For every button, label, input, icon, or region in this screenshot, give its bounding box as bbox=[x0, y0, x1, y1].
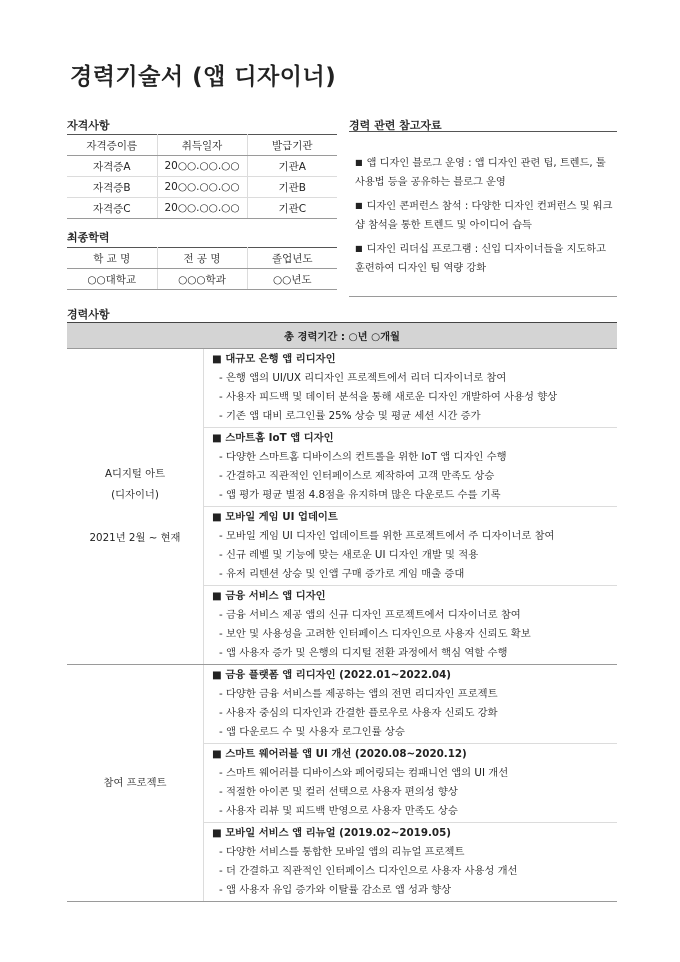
career-item bbox=[204, 507, 618, 586]
table-row bbox=[67, 156, 337, 177]
education-section-label: 최종학력 bbox=[67, 231, 110, 244]
references-box bbox=[349, 131, 617, 297]
career-item-line: - 앱 사용자 증가 및 은행의 디지털 전환 과정에서 핵심 역할 수행 bbox=[219, 647, 508, 659]
cert-issuer: 기관B bbox=[247, 177, 337, 198]
career-item-line: - 금융 서비스 제공 앱의 신규 디자인 프로젝트에서 디자이너로 참여 bbox=[219, 609, 521, 621]
project-item-line: - 사용자 중심의 디자인과 간결한 플로우로 사용자 신뢰도 강화 bbox=[219, 707, 498, 719]
projects-label: 참여 프로젝트 bbox=[103, 776, 167, 789]
project-item-title: ■ 스마트 웨어러블 앱 UI 개선 (2020.08~2020.12) bbox=[212, 748, 467, 760]
list-item bbox=[355, 154, 617, 192]
education-header: 학 교 명 bbox=[67, 248, 157, 269]
project-item-title: ■ 모바일 서비스 앱 리뉴얼 (2019.02~2019.05) bbox=[212, 827, 451, 839]
career-item-line: - 다양한 스마트홈 디바이스의 컨트롤을 위한 IoT 앱 디자인 수행 bbox=[219, 451, 507, 463]
certs-header: 발급기관 bbox=[247, 135, 337, 156]
cert-name: 자격증B bbox=[67, 177, 157, 198]
career-item-title: ■ 대규모 은행 앱 리디자인 bbox=[212, 353, 336, 365]
career-item-title: ■ 스마트홈 IoT 앱 디자인 bbox=[212, 432, 334, 444]
career-item-line: - 은행 앱의 UI/UX 리디자인 프로젝트에서 리더 디자이너로 참여 bbox=[219, 372, 507, 384]
project-item-line: - 앱 다운로드 수 및 사용자 로그인률 상승 bbox=[219, 726, 405, 738]
career-item-line: - 유저 리텐션 상승 및 인앱 구매 증가로 게임 매출 증대 bbox=[219, 568, 465, 580]
major-name: ○○○학과 bbox=[157, 269, 247, 290]
project-item-line: - 앱 사용자 유입 증가와 이탈률 감소로 앱 성과 향상 bbox=[219, 884, 452, 896]
career-item-line: - 모바일 게임 UI 디자인 업데이트를 위한 프로젝트에서 주 디자이너로 참여 bbox=[219, 530, 555, 542]
table-row bbox=[67, 198, 337, 219]
career-item-line: - 사용자 피드백 및 데이터 분석을 통해 새로운 디자인 개발하여 사용성 향상 bbox=[219, 391, 558, 403]
certs-header: 자격증이름 bbox=[67, 135, 157, 156]
career-section-label: 경력사항 bbox=[67, 308, 110, 321]
table-row bbox=[67, 349, 617, 428]
projects-cell bbox=[67, 665, 204, 902]
cert-name: 자격증C bbox=[67, 198, 157, 219]
project-item-line: - 스마트 웨어러블 디바이스와 페어링되는 컴패니언 앱의 UI 개선 bbox=[219, 767, 509, 779]
references-section-label: 경력 관련 참고자료 bbox=[349, 119, 442, 132]
career-item bbox=[204, 428, 618, 507]
career-item bbox=[204, 349, 618, 428]
company-period: 2021년 2월 ~ 현재 bbox=[89, 532, 181, 544]
career-item-line: - 기존 앱 대비 로그인률 25% 상승 및 평균 세션 시간 증가 bbox=[219, 410, 481, 422]
project-item bbox=[204, 665, 618, 744]
project-item-line: - 적절한 아이콘 및 컬러 선택으로 사용자 편의성 향상 bbox=[219, 786, 458, 798]
project-item-line: - 사용자 리뷰 및 피드백 반영으로 사용자 만족도 상승 bbox=[219, 805, 458, 817]
project-item-line: - 더 간결하고 직관적인 인터페이스 디자인으로 사용자 사용성 개선 bbox=[219, 865, 518, 877]
cert-issuer: 기관C bbox=[247, 198, 337, 219]
reference-text: 앱 디자인 블로그 운영 : 앱 디자인 관련 팁, 트렌드, 툴 사용법 등을 공유하는 블로그 운영 bbox=[355, 158, 606, 188]
reference-text: 디자인 콘퍼런스 참석 : 다양한 디자인 컨퍼런스 및 워크샵 참석을 통한 트렌드 및 아이디어 습득 bbox=[355, 201, 613, 231]
education-header: 졸업년도 bbox=[247, 248, 337, 269]
cert-issuer: 기관A bbox=[247, 156, 337, 177]
cert-date: 20○○.○○.○○ bbox=[157, 177, 247, 198]
bullet-icon: ■ bbox=[355, 158, 363, 167]
certs-header: 취득일자 bbox=[157, 135, 247, 156]
project-item-title: ■ 금융 플랫폼 앱 리디자인 (2022.01~2022.04) bbox=[212, 669, 451, 681]
page-title: 경력기술서 (앱 디자이너) bbox=[70, 64, 337, 90]
education-table bbox=[67, 247, 337, 290]
project-item-line: - 다양한 서비스를 통합한 모바일 앱의 리뉴얼 프로젝트 bbox=[219, 846, 465, 858]
table-row bbox=[67, 665, 617, 744]
education-header: 전 공 명 bbox=[157, 248, 247, 269]
career-item bbox=[204, 586, 618, 665]
reference-text: 디자인 리더십 프로그램 : 신입 디자이너들을 지도하고 훈련하여 디자인 팀 역량 강화 bbox=[355, 244, 606, 274]
graduation-year: ○○년도 bbox=[247, 269, 337, 290]
career-item-line: - 보안 및 사용성을 고려한 인터페이스 디자인으로 사용자 신뢰도 확보 bbox=[219, 628, 531, 640]
bullet-icon: ■ bbox=[355, 201, 363, 210]
career-item-line: - 신규 레벨 및 기능에 맞는 새로운 UI 디자인 개발 및 적용 bbox=[219, 549, 479, 561]
total-career-period: 총 경력기간 : ○년 ○개월 bbox=[67, 323, 617, 349]
certs-section-label: 자격사항 bbox=[67, 119, 110, 132]
project-item bbox=[204, 744, 618, 823]
bullet-icon: ■ bbox=[355, 244, 363, 253]
company-name: A디지털 아트 bbox=[104, 468, 166, 480]
company-cell bbox=[67, 349, 204, 665]
list-item bbox=[355, 197, 617, 235]
company-role: (디자이너) bbox=[111, 489, 159, 501]
certs-table bbox=[67, 134, 337, 219]
project-item bbox=[204, 823, 618, 902]
table-row bbox=[67, 177, 337, 198]
career-table bbox=[67, 322, 617, 902]
career-item-line: - 간결하고 직관적인 인터페이스로 제작하여 고객 만족도 상승 bbox=[219, 470, 495, 482]
cert-date: 20○○.○○.○○ bbox=[157, 156, 247, 177]
career-item-title: ■ 모바일 게임 UI 업데이트 bbox=[212, 511, 338, 523]
cert-date: 20○○.○○.○○ bbox=[157, 198, 247, 219]
table-row bbox=[67, 269, 337, 290]
school-name: ○○대학교 bbox=[67, 269, 157, 290]
project-item-line: - 다양한 금융 서비스를 제공하는 앱의 전면 리디자인 프로젝트 bbox=[219, 688, 498, 700]
career-item-line: - 앱 평가 평균 별점 4.8점을 유지하며 많은 다운로드 수를 기록 bbox=[219, 489, 501, 501]
list-item bbox=[355, 240, 617, 278]
cert-name: 자격증A bbox=[67, 156, 157, 177]
career-item-title: ■ 금융 서비스 앱 디자인 bbox=[212, 590, 326, 602]
